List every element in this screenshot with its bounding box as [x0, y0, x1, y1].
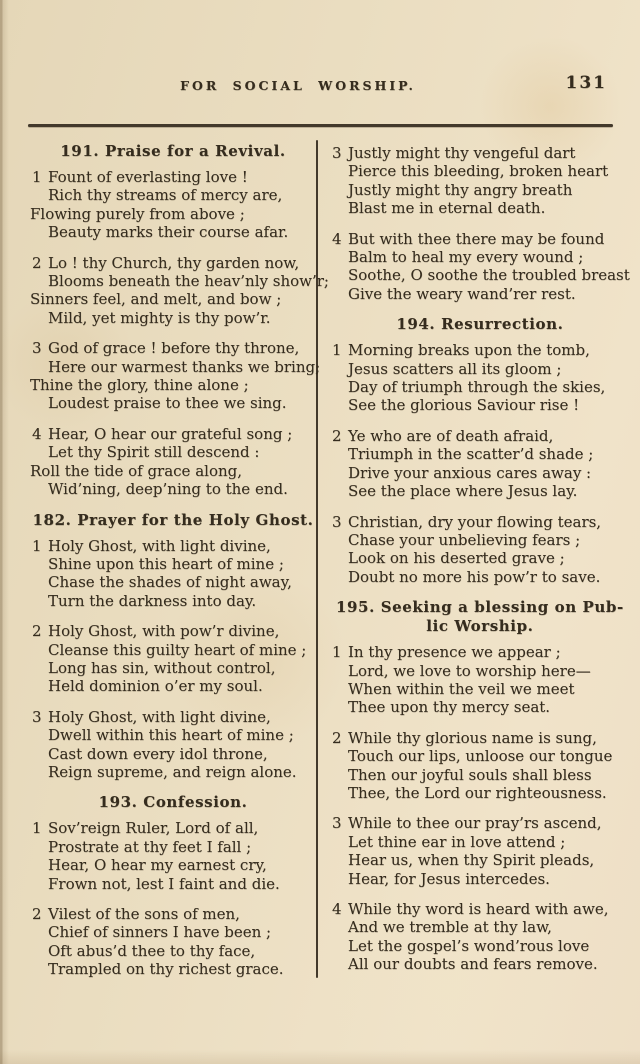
verse-number: 2 [32, 253, 42, 272]
verse-line [30, 708, 316, 726]
verse-line [330, 698, 630, 716]
verse-line-text: Sinners feel, and melt, and bow ; [30, 290, 282, 309]
verse [30, 253, 329, 328]
verse-line-text: Sov’reign Ruler, Lord of all, [48, 819, 259, 838]
verse-line [330, 643, 630, 661]
verse-line-text: Chase your unbelieving fears ; [348, 530, 581, 549]
verse-line [330, 918, 630, 936]
verse-line-text: Thee upon thy mercy seat. [348, 698, 551, 717]
verse-line-text: Cleanse this guilty heart of mine ; [48, 640, 307, 659]
verse-line [30, 875, 316, 893]
verse [330, 643, 630, 717]
verse-line-text: Frown not, lest I faint and die. [48, 874, 280, 893]
verse-line [30, 376, 316, 394]
verse-number: 2 [332, 728, 342, 747]
verse-number: 3 [332, 512, 342, 531]
verse-line-text: Doubt no more his pow’r to save. [348, 567, 601, 586]
verse-line [330, 900, 630, 918]
verse-line-text: Fount of everlasting love ! [48, 168, 248, 186]
verse-line-text: Triumph in the scatter’d shade ; [348, 445, 594, 464]
hymn-title [30, 511, 316, 530]
verse [330, 513, 630, 587]
verse-line-text: Let thy Spirit still descend : [48, 443, 260, 462]
verse [330, 900, 630, 974]
right-column [318, 136, 630, 986]
hymn-columns [30, 136, 630, 991]
verse-line-text: Flowing purely from above ; [30, 204, 245, 223]
verse-line [30, 819, 316, 837]
verse [30, 537, 316, 611]
verse-line [30, 394, 316, 412]
verse-line [330, 531, 630, 549]
verse-line [30, 168, 316, 186]
page-header-title: FOR SOCIAL WORSHIP. [180, 78, 416, 93]
verse-line [30, 309, 316, 327]
verse-line-text: God of grace ! before thy throne, [48, 339, 300, 358]
verse-line-text: Rich thy streams of mercy are, [48, 186, 283, 205]
verse-line [30, 641, 316, 659]
verse-line [30, 905, 316, 923]
verse-line-text: While thy word is heard with awe, [348, 900, 609, 918]
verse-number: 1 [32, 536, 42, 555]
verse-line [30, 462, 316, 480]
verse-line [330, 427, 630, 445]
verse-line [30, 339, 316, 357]
verse-line [330, 814, 630, 832]
verse-line-text: Give the weary wand’rer rest. [348, 284, 576, 303]
header-rule [28, 124, 613, 127]
verse-line-text: Let the gospel’s wond’rous love [348, 936, 590, 955]
verse-line-text: Reign supreme, and reign alone. [48, 762, 297, 781]
verse-line [30, 573, 316, 591]
verse-line-text: Mild, yet mighty is thy pow’r. [48, 308, 271, 327]
verse-line-text: Hear, O hear my earnest cry, [48, 856, 267, 875]
verse [330, 341, 630, 415]
hymn-title [330, 598, 630, 636]
verse-line [30, 942, 316, 960]
verse-line-text: Here our warmest thanks we bring; [48, 357, 321, 376]
verse-line-text: Morning breaks upon the tomb, [348, 341, 590, 360]
verse-line-text: Touch our lips, unloose our tongue [348, 747, 613, 766]
verse-line [30, 555, 316, 573]
verse [330, 729, 630, 803]
verse-line [30, 480, 316, 498]
verse-line-text: See the glorious Saviour rise ! [348, 396, 580, 415]
verse-line-text: But with thee there may be found [348, 229, 605, 248]
verse-line [30, 745, 316, 763]
verse-line-text: Jesus scatters all its gloom ; [348, 359, 562, 378]
verse-line [330, 396, 630, 414]
verse-line-text: Thine the glory, thine alone ; [30, 376, 249, 395]
hymn-title [30, 142, 316, 161]
verse-line-text: Prostrate at thy feet I fall ; [48, 837, 252, 856]
verse-line [30, 186, 316, 204]
verse-line-text: All our doubts and fears remove. [348, 955, 598, 974]
verse-line [30, 763, 316, 781]
verse-line-text: Loudest praise to thee we sing. [48, 394, 287, 413]
verse [30, 622, 316, 696]
verse-line-text: Justly might thy angry breath [348, 180, 573, 199]
verse-line [330, 662, 630, 680]
verse-line-text: Wid’ning, deep’ning to the end. [48, 480, 288, 499]
verse-line-text: Turn the darkness into day. [48, 591, 257, 610]
verse-line [330, 378, 630, 396]
verse-line-text: Chief of sinners I have been ; [48, 923, 272, 942]
verse-number: 2 [32, 622, 42, 641]
verse-line [330, 181, 630, 199]
verse-line [30, 622, 316, 640]
hymn-title-line: 182. Prayer for the Holy Ghost. [32, 510, 314, 529]
verse-number: 3 [332, 814, 342, 833]
verse-line [330, 341, 630, 359]
verse-line-text: Drive your anxious cares away : [348, 463, 592, 482]
verse-line-text: Balm to heal my every wound ; [348, 248, 584, 267]
verse-number: 4 [332, 900, 342, 918]
left-column [30, 136, 329, 991]
verse-number: 1 [32, 819, 42, 838]
verse-line-text: Dwell within this heart of mine ; [48, 726, 294, 745]
verse-number: 2 [332, 426, 342, 445]
hymn-title [330, 315, 630, 334]
verse [330, 144, 630, 218]
verse-line-text: Then our joyful souls shall bless [348, 765, 592, 784]
verse-number: 4 [332, 229, 342, 248]
verse-line [330, 285, 630, 303]
verse-number: 2 [32, 905, 42, 923]
verse-line [330, 248, 630, 266]
verse-line [330, 784, 630, 802]
verse-line [30, 254, 316, 272]
verse-line-text: Ye who are of death afraid, [348, 426, 554, 445]
verse-line [30, 659, 316, 677]
verse-line-text: Blooms beneath the heav’nly show’r; [48, 272, 329, 291]
verse-line [330, 747, 630, 765]
verse-line-text: Blast me in eternal death. [348, 199, 546, 218]
hymn-title-line: 195. Seeking a blessing on Pub- [335, 598, 624, 617]
hymn-title-line: 194. Resurrection. [396, 315, 564, 334]
verse-line-text: Day of triumph through the skies, [348, 378, 606, 397]
verse-line [330, 680, 630, 698]
verse-line [30, 443, 316, 461]
verse-line [330, 230, 630, 248]
verse-number: 4 [32, 424, 42, 443]
verse-line-text: When within the veil we meet [348, 679, 575, 698]
verse-line-text: Let thine ear in love attend ; [348, 832, 566, 851]
page-number: 131 [565, 73, 607, 93]
verse-line-text: Soothe, O soothe the troubled breast [348, 266, 630, 285]
verse [30, 905, 316, 979]
verse [30, 339, 321, 413]
verse-line [330, 360, 630, 378]
verse-line [30, 592, 316, 610]
verse-line [330, 833, 630, 851]
verse-line [30, 838, 316, 856]
verse-line [30, 856, 316, 874]
hymn-title-line: 191. Praise for a Revival. [60, 142, 286, 160]
verse-line-text: While thy glorious name is sung, [348, 728, 597, 747]
verse-line-text: Justly might thy vengeful dart [348, 144, 576, 162]
verse-line [330, 464, 630, 482]
verse-line [30, 205, 316, 223]
verse-line [30, 726, 316, 744]
verse-line [330, 144, 630, 162]
verse-line [330, 937, 630, 955]
verse-line-text: Lo ! thy Church, thy garden now, [48, 253, 300, 272]
verse-line-text: Held dominion o’er my soul. [48, 677, 263, 696]
verse-line [330, 851, 630, 869]
verse-line-text: Pierce this bleeding, broken heart [348, 162, 609, 181]
verse-line-text: Chase the shades of night away, [48, 573, 292, 592]
verse-number: 1 [332, 341, 342, 360]
verse-line-text: Holy Ghost, with light divine, [48, 536, 271, 555]
verse-line-text: Beauty marks their course afar. [48, 223, 289, 242]
verse-line [330, 766, 630, 784]
verse-line-text: While to thee our pray’rs ascend, [348, 814, 602, 833]
verse-line [30, 290, 316, 308]
verse [30, 708, 316, 782]
verse-line [330, 513, 630, 531]
verse-line [330, 162, 630, 180]
verse-line [330, 870, 630, 888]
verse-line-text: Christian, dry your flowing tears, [348, 512, 602, 531]
verse [330, 814, 630, 888]
verse-number: 1 [32, 168, 42, 186]
verse-number: 1 [332, 643, 342, 662]
verse-line-text: And we tremble at thy law, [348, 918, 552, 937]
verse-line-text: Cast down every idol throne, [48, 744, 268, 763]
verse-line-text: Look on his deserted grave ; [348, 549, 565, 568]
running-header [0, 73, 640, 102]
verse-line-text: Trampled on thy richest grace. [48, 960, 284, 979]
verse-line-text: Holy Ghost, with pow’r divine, [48, 622, 280, 641]
verse-line-text: In thy presence we appear ; [348, 643, 561, 662]
verse-line-text: Lord, we love to worship here— [348, 661, 591, 680]
verse-line [330, 199, 630, 217]
verse [30, 168, 316, 242]
verse-line-text: Long has sin, without control, [48, 658, 276, 677]
verse [30, 425, 316, 499]
verse-line-text: See the place where Jesus lay. [348, 482, 578, 501]
verse-number: 3 [32, 339, 42, 358]
verse-line-text: Oft abus’d thee to thy face, [48, 941, 256, 960]
hymn-title-line: 193. Confession. [98, 793, 248, 812]
verse-line-text: Hear, for Jesus intercedes. [348, 869, 550, 888]
verse-number: 3 [32, 707, 42, 726]
verse-line-text: Hear us, when thy Spirit pleads, [348, 851, 595, 870]
verse-line [30, 357, 321, 376]
verse-line-text: Roll the tide of grace along, [30, 461, 243, 480]
verse [330, 427, 630, 501]
verse-line [30, 425, 316, 443]
verse-line [330, 445, 630, 463]
verse-line [30, 223, 316, 241]
hymn-title [30, 793, 316, 812]
verse-line [330, 482, 630, 500]
verse-line-text: Hear, O hear our grateful song ; [48, 424, 293, 443]
verse-line [30, 960, 316, 978]
verse-line-text: Vilest of the sons of men, [48, 905, 240, 923]
verse-line-text: Thee, the Lord our righteousness. [348, 783, 607, 802]
verse-line [30, 923, 316, 941]
verse [330, 230, 630, 304]
verse-line [330, 266, 630, 284]
verse-line-text: Shine upon this heart of mine ; [48, 554, 284, 573]
verse-line [30, 677, 316, 695]
verse-line [330, 549, 630, 567]
verse-line [30, 537, 316, 555]
verse-line-text: Holy Ghost, with light divine, [48, 707, 271, 726]
verse-line [330, 955, 630, 973]
verse-number: 3 [332, 144, 342, 162]
verse-line [330, 568, 630, 586]
verse-line [30, 272, 329, 291]
hymn-title-line: lic Worship. [426, 617, 534, 636]
verse [30, 819, 316, 893]
verse-line [330, 729, 630, 747]
